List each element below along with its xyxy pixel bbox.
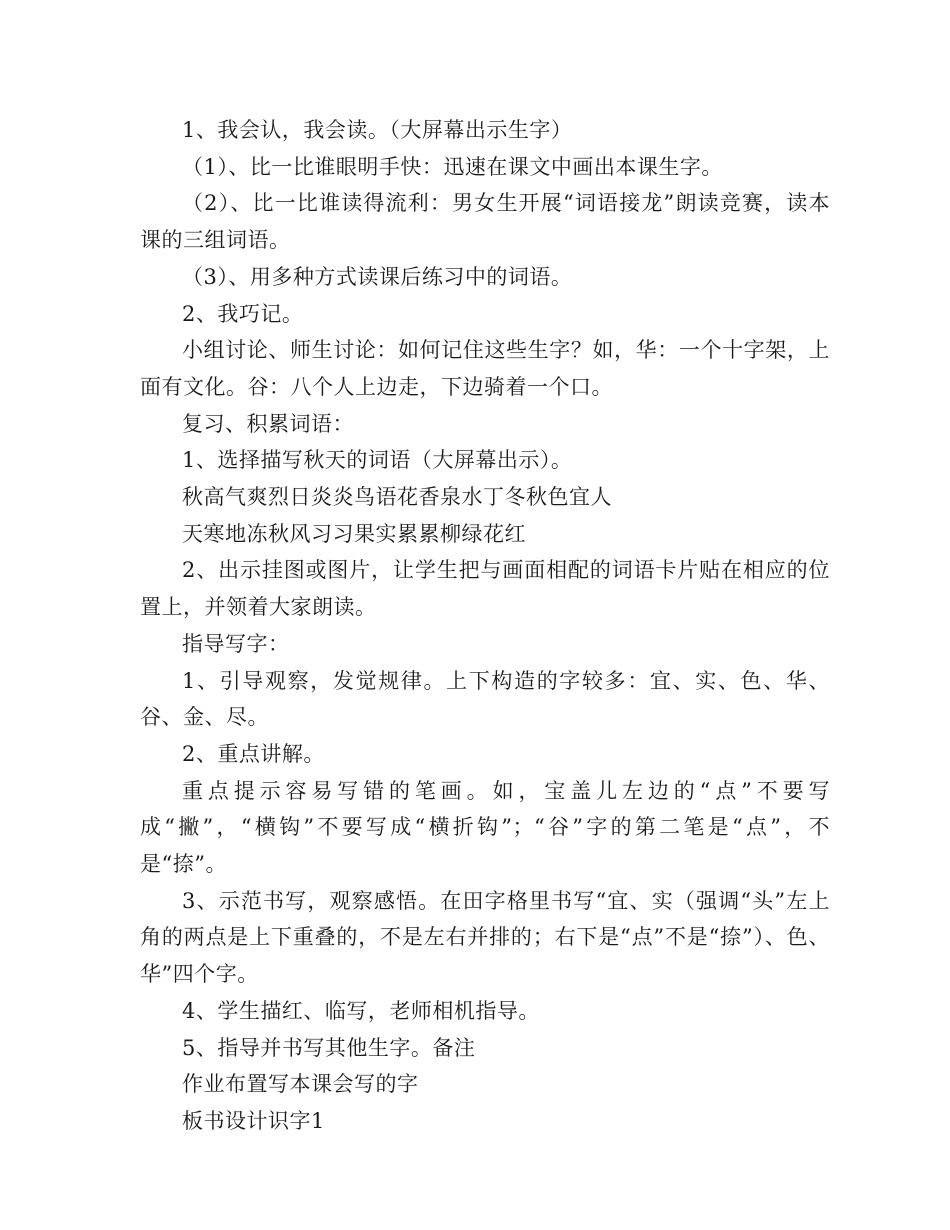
paragraph: 4、学生描红、临写，老师相机指导。 bbox=[182, 998, 540, 1023]
word-list-line: 天寒地冻秋风习习果实累累柳绿花红 bbox=[182, 521, 526, 546]
paragraph: 3、示范书写，观察感悟。在田字格里书写“宜、实（强调“头”左上角的两点是上下重叠的，不是左右并排的；右下是“点”不是“捺”）、色、华”四个字。 bbox=[140, 888, 830, 987]
paragraph: 小组讨论、师生讨论：如何记住这些生字？如，华：一个十字架，上面有文化。谷：八个人上边走，下边骑着一个口。 bbox=[140, 338, 830, 399]
paragraph: 2、我巧记。 bbox=[182, 301, 304, 326]
paragraph: 1、选择描写秋天的词语（大屏幕出示）。 bbox=[182, 448, 573, 473]
paragraph: 作业布置写本课会写的字 bbox=[182, 1072, 419, 1097]
paragraph: 5、指导并书写其他生字。备注 bbox=[182, 1035, 476, 1060]
paragraph: （1）、比一比谁眼明手快：迅速在课文中画出本课生字。 bbox=[182, 154, 723, 179]
paragraph: 1、我会认，我会读。（大屏幕出示生字） bbox=[182, 118, 573, 142]
paragraph: 1、引导观察，发觉规律。上下构造的字较多：宜、实、色、华、谷、金、尽。 bbox=[140, 668, 830, 730]
section-heading: 复习、积累词语： bbox=[182, 411, 354, 436]
section-heading: 指导写字： bbox=[182, 631, 290, 656]
paragraph: 重点提示容易写错的笔画。如，宝盖儿左边的“点”不要写成“撇”，“横钩”不要写成“横折钩”；“谷”字的第二笔是“点”，不是“捺”。 bbox=[140, 778, 830, 877]
word-list-line: 秋高气爽烈日炎炎鸟语花香泉水丁冬秋色宜人 bbox=[182, 485, 612, 510]
paragraph: 2、重点讲解。 bbox=[182, 741, 325, 766]
document-body bbox=[140, 112, 830, 1140]
paragraph: 2、出示挂图或图片，让学生把与画面相配的词语卡片贴在相应的位置上，并领着大家朗读。 bbox=[140, 558, 830, 620]
paragraph: 板书设计识字1 bbox=[182, 1108, 325, 1133]
paragraph: （2）、比一比谁读得流利：男女生开展“词语接龙”朗读竞赛，读本课的三组词语。 bbox=[140, 191, 830, 253]
paragraph: （3）、用多种方式读课后练习中的词语。 bbox=[182, 264, 573, 289]
